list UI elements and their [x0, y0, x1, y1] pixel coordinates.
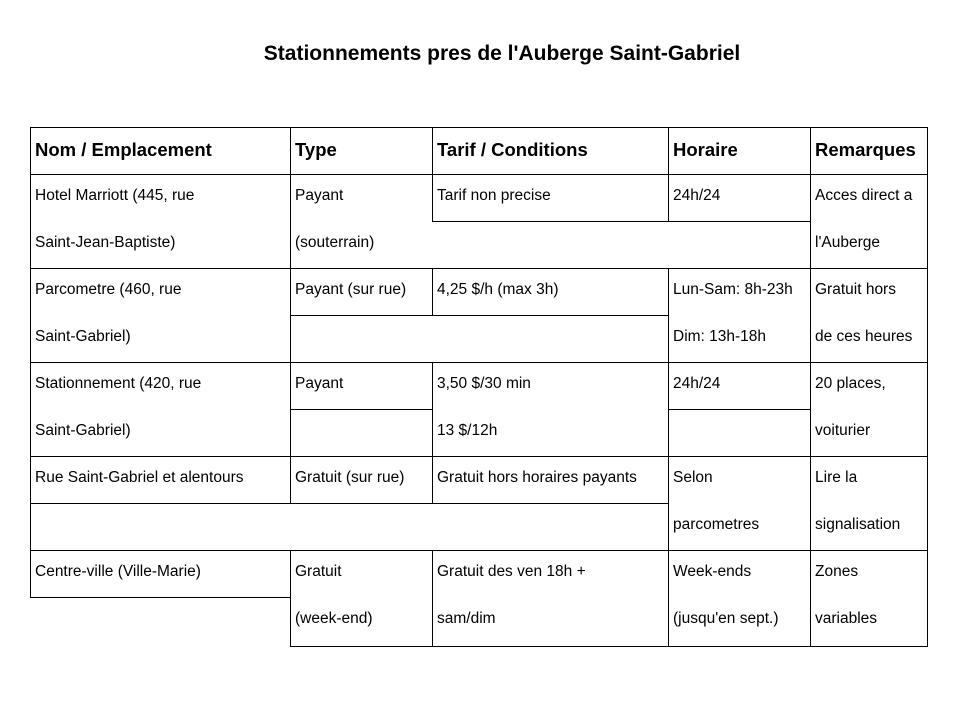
row4-notes-line1: Lire la: [815, 469, 858, 486]
row5-type-line2: (week-end): [295, 610, 373, 627]
parking-table: [30, 127, 928, 647]
row1-type-line1: Payant: [295, 187, 344, 204]
border-col1-b: [290, 550, 291, 647]
row3-name-line2: Saint-Gabriel): [35, 422, 131, 439]
border-row3-split-b: [668, 409, 810, 410]
row1-type-line2: (souterrain): [295, 234, 375, 251]
border-top: [30, 127, 928, 128]
row2-name-line2: Saint-Gabriel): [35, 328, 131, 345]
row2-notes-line2: de ces heures: [815, 328, 913, 345]
header-rate: Tarif / Conditions: [437, 139, 588, 160]
header-hours: Horaire: [673, 139, 738, 160]
header-notes: Remarques: [815, 139, 916, 160]
row1-hours: 24h/24: [673, 187, 721, 204]
border-row3-split-a: [290, 409, 432, 410]
row3-type: Payant: [295, 375, 344, 392]
row5-type-line1: Gratuit: [295, 563, 342, 580]
row5-hours-line1: Week-ends: [673, 563, 752, 580]
row5-rate-line1: Gratuit des ven 18h +: [437, 563, 586, 580]
border-row2-bottom: [30, 362, 928, 363]
row1-name-line1: Hotel Marriott (445, rue: [35, 187, 195, 204]
border-col4: [810, 127, 811, 647]
border-col3-a: [668, 127, 669, 221]
border-col2-d: [432, 550, 433, 647]
border-col0: [30, 127, 31, 598]
row3-rate-line2: 13 $/12h: [437, 422, 498, 439]
row5-notes-line1: Zones: [815, 563, 859, 580]
border-row4-split: [30, 503, 668, 504]
row3-name-line1: Stationnement (420, rue: [35, 375, 202, 392]
border-row1-bottom: [30, 268, 928, 269]
header-type: Type: [295, 139, 337, 160]
border-col1-a: [290, 127, 291, 503]
row4-rate: Gratuit hors horaires payants: [437, 469, 637, 486]
row3-hours: 24h/24: [673, 375, 721, 392]
border-header-bottom: [30, 174, 928, 175]
border-col3-b: [668, 268, 669, 647]
row5-rate-line2: sam/dim: [437, 610, 496, 627]
row4-hours-line1: Selon: [673, 469, 713, 486]
border-col2-b: [432, 268, 433, 315]
header-name: Nom / Emplacement: [35, 139, 212, 160]
row4-notes-line2: signalisation: [815, 516, 901, 533]
page-title: Stationnements pres de l'Auberge Saint-Gabriel: [263, 42, 741, 65]
row3-rate-line1: 3,50 $/30 min: [437, 375, 531, 392]
row5-notes-line2: variables: [815, 610, 878, 627]
row2-type: Payant (sur rue): [295, 281, 407, 298]
row4-name: Rue Saint-Gabriel et alentours: [35, 469, 244, 486]
row2-hours-line2: Dim: 13h-18h: [673, 328, 767, 345]
row1-name-line2: Saint-Jean-Baptiste): [35, 234, 176, 251]
row1-rate: Tarif non precise: [437, 187, 551, 204]
border-row3-bottom: [30, 456, 928, 457]
border-row4-bottom: [30, 550, 928, 551]
row1-notes-line2: l'Auberge: [815, 234, 881, 251]
border-col2-a: [432, 127, 433, 221]
row1-notes-line1: Acces direct a: [815, 187, 913, 204]
row4-type: Gratuit (sur rue): [295, 469, 405, 486]
row2-hours-line1: Lun-Sam: 8h-23h: [673, 281, 793, 298]
border-bottom: [290, 646, 928, 647]
border-row5-split: [30, 597, 290, 598]
border-row1-split: [432, 221, 810, 222]
row3-notes-line2: voiturier: [815, 422, 871, 439]
border-col5: [927, 127, 928, 647]
row5-hours-line2: (jusqu'en sept.): [673, 610, 779, 627]
row2-notes-line1: Gratuit hors: [815, 281, 896, 298]
border-col2-c: [432, 362, 433, 503]
row2-name-line1: Parcometre (460, rue: [35, 281, 182, 298]
row3-notes-line1: 20 places,: [815, 375, 886, 392]
row5-name: Centre-ville (Ville-Marie): [35, 563, 201, 580]
row4-hours-line2: parcometres: [673, 516, 760, 533]
row2-rate: 4,25 $/h (max 3h): [437, 281, 559, 298]
border-row2-split: [290, 315, 668, 316]
